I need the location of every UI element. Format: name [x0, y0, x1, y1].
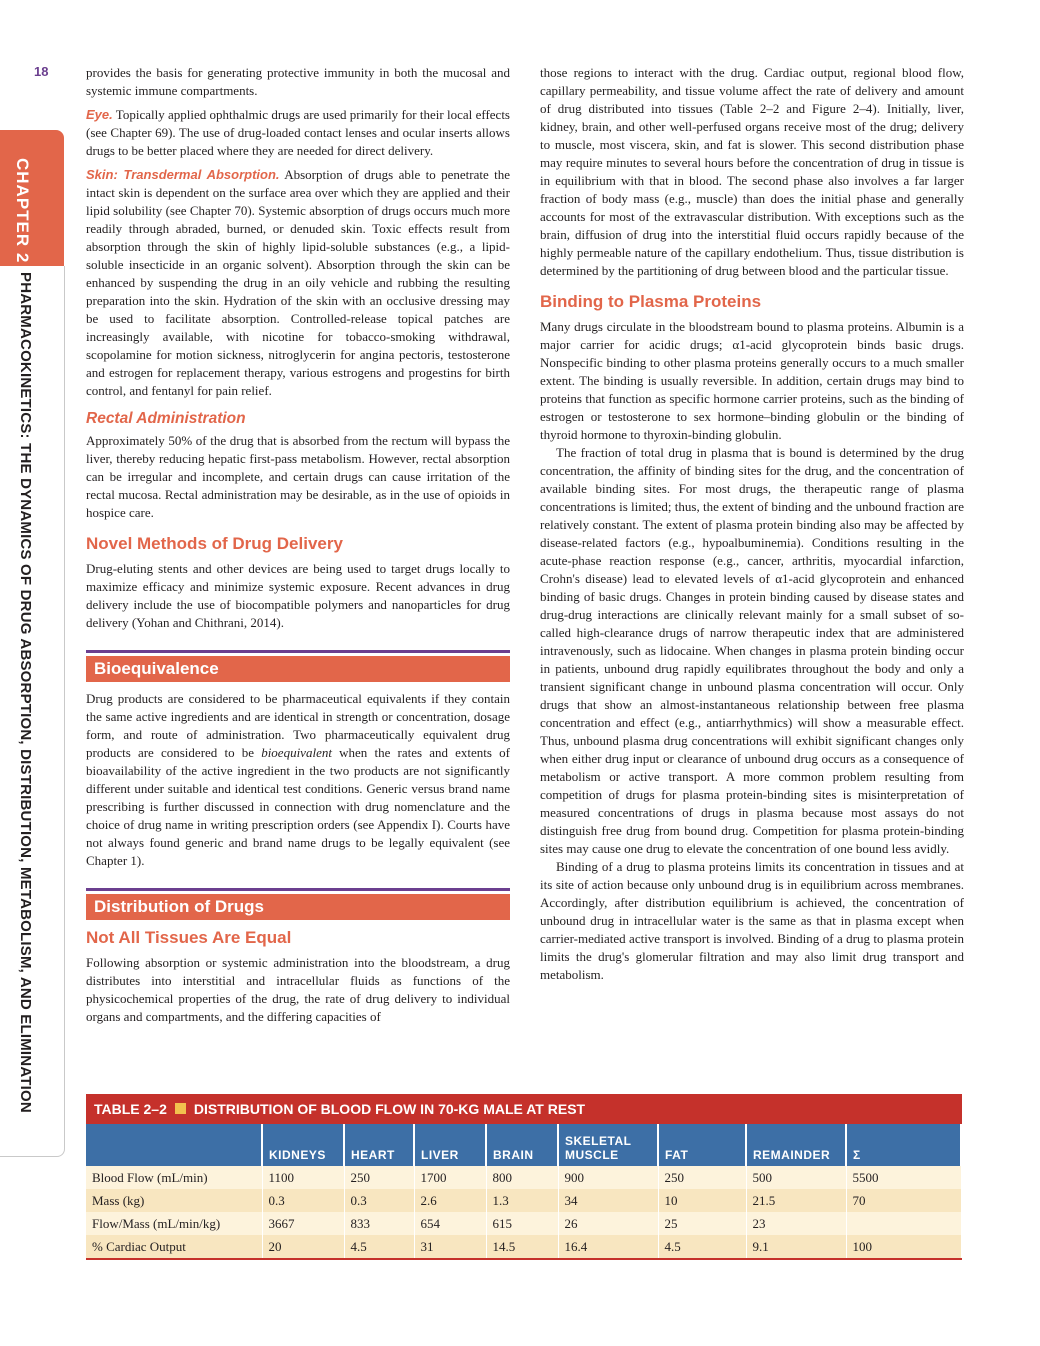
table-cell: 20	[262, 1235, 344, 1259]
paragraph-binding-2: The fraction of total drug in plasma that is bound is determined by the drug concentration, the affinity of binding sites for the drug, and the concentration of available binding sites. For most drugs, the therapeutic range of plasma concentrations is limited; thus, the extent of binding and the unbound fraction are relatively constant. The extent of plasma protein binding also may be affected by disease-related factors (e.g., hypoalbuminemia). Conditions resulting in the acute-phase reaction response (e.g., cancer, arthritis, myocardial infarction, Crohn's disease) lead to elevated levels of α1-acid glycoprotein and enhanced binding of basic drugs. Changes in protein binding caused by disease states and drug-drug interactions are clinically relevant mainly for a small subset of so-called high-clearance drugs of narrow therapeutic index that are administered intravenously, such as lidocaine. When changes in plasma protein binding occur in patients, unbound drug rapidly equilibrates throughout the body and only a transient significant change in unbound plasma concentration will occur. Only drugs that show an almost-instantaneous relationship between free plasma concentration and effect (e.g., antiarrhythmics) will show a measurable effect. Thus, unbound plasma drug concentrations will exhibit significant changes only when either drug input or clearance of unbound drug occurs as a consequence of metabolism or active transport. A more common problem resulting from competition of drugs for plasma protein-binding sites is misinterpretation of measured concentrations of drugs in plasma because most assays do not distinguish free drug from bound drug. Competition for plasma protein-binding sites may cause one drug to elevate the concentration of one bound less avidly.	[540, 445, 964, 856]
table-row	[86, 1212, 961, 1235]
chapter-running-title: PHARMACOKINETICS: THE DYNAMICS OF DRUG ABSORPTION, DISTRIBUTION, METABOLISM, AND ELIMINATION	[17, 272, 34, 1113]
paragraph-binding-1: Many drugs circulate in the bloodstream bound to plasma proteins. Albumin is a major carrier for acidic drugs; α1-acid glycoprotein binds basic drugs. Nonspecific binding to other plasma proteins generally occurs to a much smaller extent. The binding is usually reversible. In addition, certain drugs may bind to proteins that function as specific hormone carrier proteins, such as the binding of estrogen or testosterone to sex hormone–binding globulin or the binding of thyroid hormone to thyroxin-binding globulin.	[540, 319, 964, 442]
section-bar-distribution	[86, 888, 510, 920]
square-bullet-icon	[175, 1103, 186, 1114]
skin-text: Absorption of drugs able to penetrate the intact skin is dependent on the surface area over which they are applied and their lipid solubility (see Chapter 70). Systemic absorption of drugs occurs much more readily through abraded, burned, or denuded skin. Toxic effects result from absorption through the skin of highly lipid-soluble substances (e.g., a lipid-soluble insecticide in an organic solvent). Absorption through the skin can be enhanced by suspending the drug in an oily vehicle and rubbing the resulting preparation into the skin. Hydration of the skin with an occlusive dressing may be used to facilitate absorption. Controlled-release topical patches are increasingly available, with nicotine for tobacco-smoking withdrawal, scopolamine for motion sickness, nitroglycerin for angina pectoris, testosterone and estrogen for replacement therapy, various estrogens and progestins for birth control, and fentanyl for pain relief.	[86, 167, 510, 398]
table-header-row	[86, 1124, 961, 1166]
table-cell: 100	[846, 1235, 961, 1259]
table-cell: 250	[658, 1166, 746, 1189]
table-row	[86, 1189, 961, 1212]
table-cell: 0.3	[344, 1189, 414, 1212]
table-cell: 900	[558, 1166, 658, 1189]
table-header-cell: SKELETAL MUSCLE	[558, 1124, 658, 1166]
chapter-label: CHAPTER 2	[13, 158, 32, 264]
bioeq-text-b: when the rates and extents of bioavailability of the active ingredient in the two products are not significantly different under suitable and identical test conditions. Generic versus brand name prescribing is further discussed in connection with drug nomenclature and the choice of drug name in writing prescription orders (see Appendix I). Courts have not always found generic and brand name drugs to be legally equivalent (see Chapter 1).	[86, 745, 510, 868]
table-row	[86, 1166, 961, 1189]
run-in-heading-eye: Eye.	[86, 107, 113, 122]
table-cell: 2.6	[414, 1189, 486, 1212]
table-row	[86, 1235, 961, 1259]
table-cell: 3667	[262, 1212, 344, 1235]
table-title-bar	[86, 1094, 962, 1124]
chapter-tab	[0, 130, 64, 266]
table-cell: 23	[746, 1212, 846, 1235]
table-cell: 16.4	[558, 1235, 658, 1259]
heading-binding: Binding to Plasma Proteins	[540, 292, 762, 311]
table-cell: 1700	[414, 1166, 486, 1189]
table-cell: 1.3	[486, 1189, 558, 1212]
table-header-cell: BRAIN	[486, 1124, 558, 1166]
table-cell: 14.5	[486, 1235, 558, 1259]
table-cell: Blood Flow (mL/min)	[86, 1166, 262, 1189]
right-column	[540, 64, 964, 984]
page-number: 18	[34, 64, 49, 79]
table-cell	[846, 1212, 961, 1235]
table-2-2	[86, 1094, 962, 1260]
paragraph-tissues: Following absorption or systemic administration into the bloodstream, a drug distributes into interstitial and intracellular fluids as functions of the physicochemical properties of the drug, the rate of drug delivery to individual organs and compartments, and the differing capacities of	[86, 955, 510, 1024]
left-column	[86, 64, 510, 1026]
table-cell: 34	[558, 1189, 658, 1212]
table-header-cell: Σ	[846, 1124, 961, 1166]
table-cell: 250	[344, 1166, 414, 1189]
table-cell: 500	[746, 1166, 846, 1189]
table-cell: 25	[658, 1212, 746, 1235]
bioeq-text-a: Drug products are considered to be pharmaceutical equivalents if they contain the same active ingredients and are identical in strength or concentration, dosage form, and route of administration. Two pharmaceutically equivalent drug products are considered to be	[86, 691, 510, 760]
table-cell: 833	[344, 1212, 414, 1235]
table-cell: 0.3	[262, 1189, 344, 1212]
table-cell: 70	[846, 1189, 961, 1212]
paragraph-eye	[86, 106, 510, 160]
paragraph-intro: provides the basis for generating protective immunity in both the mucosal and systemic immune compartments.	[86, 65, 510, 98]
heading-tissues: Not All Tissues Are Equal	[86, 928, 292, 947]
paragraph-skin	[86, 166, 510, 400]
table-cell: Flow/Mass (mL/min/kg)	[86, 1212, 262, 1235]
table-cell: 654	[414, 1212, 486, 1235]
table-cell: % Cardiac Output	[86, 1235, 262, 1259]
table-cell: 31	[414, 1235, 486, 1259]
run-in-heading-skin: Skin: Transdermal Absorption.	[86, 167, 280, 182]
heading-novel-methods: Novel Methods of Drug Delivery	[86, 534, 343, 553]
table-header-cell: HEART	[344, 1124, 414, 1166]
paragraph-binding-3: Binding of a drug to plasma proteins limits its concentration in tissues and at its site of action because only unbound drug is in equilibrium across membranes. Accordingly, after distribution equilibrium is achieved, the concentration of unbound drug in intracellular water is the same as that in plasma except when carrier-mediated active transport is involved. Binding of a drug to plasma protein limits the drug's glomerular filtration and may also limit drug transport and metabolism.	[540, 859, 964, 982]
section-title-bioequivalence: Bioequivalence	[86, 656, 510, 682]
table-cell: 800	[486, 1166, 558, 1189]
table-cell: 21.5	[746, 1189, 846, 1212]
table-cell: 4.5	[344, 1235, 414, 1259]
paragraph-novel: Drug-eluting stents and other devices are being used to target drugs locally to maximize efficacy and minimize systemic exposure. Recent advances in drug delivery include the use of biocompatible polymers and nanoparticles for drug delivery (Yohan and Chithrani, 2014).	[86, 561, 510, 630]
table-header-cell: REMAINDER	[746, 1124, 846, 1166]
table-cell: 4.5	[658, 1235, 746, 1259]
table-header-cell: LIVER	[414, 1124, 486, 1166]
table-header-cell: KIDNEYS	[262, 1124, 344, 1166]
table-cell: 5500	[846, 1166, 961, 1189]
table-cell: Mass (kg)	[86, 1189, 262, 1212]
eye-text: Topically applied ophthalmic drugs are used primarily for their local effects (see Chapter 69). The use of drug-loaded contact lenses and ocular inserts allows drugs to be better placed where they are needed for direct delivery.	[86, 107, 510, 158]
table-cell: 615	[486, 1212, 558, 1235]
table-cell: 26	[558, 1212, 658, 1235]
table-cell: 1100	[262, 1166, 344, 1189]
paragraph-rectal: Approximately 50% of the drug that is absorbed from the rectum will bypass the liver, thereby reducing hepatic first-pass metabolism. However, rectal absorption can be irregular and incomplete, and certain drugs can cause irritation of the rectal mucosa. Rectal administration may be desirable, as in the use of opioids in hospice care.	[86, 433, 510, 520]
section-title-distribution: Distribution of Drugs	[86, 894, 510, 920]
paragraph-bioequivalence	[86, 690, 510, 870]
table-title: DISTRIBUTION OF BLOOD FLOW IN 70-KG MALE AT REST	[193, 1101, 586, 1117]
table-label: TABLE 2–2	[94, 1101, 167, 1117]
blood-flow-table	[86, 1124, 962, 1260]
heading-rectal: Rectal Administration	[86, 410, 246, 427]
table-cell: 9.1	[746, 1235, 846, 1259]
table-header-cell: FAT	[658, 1124, 746, 1166]
table-cell: 10	[658, 1189, 746, 1212]
table-header-cell	[86, 1124, 262, 1166]
bioeq-emphasis: bioequivalent	[261, 745, 332, 760]
section-bar-bioequivalence	[86, 650, 510, 682]
paragraph-continued: those regions to interact with the drug. Cardiac output, regional blood flow, capillary permeability, and tissue volume affect the rate of delivery and amount of drug distributed into tissues (Table 2–2 and Figure 2–4). Initially, liver, kidney, brain, and other well-perfused organs receive most of the drug; delivery to muscle, most viscera, skin, and fat is slower. This second distribution phase may require minutes to several hours before the concentration of drug in tissue is in equilibrium with that in blood. The second phase also involves a far larger fraction of body mass (e.g., muscle) than does the initial phase and generally accounts for most of the extravascular distribution. With exceptions such as the brain, diffusion of drug into the interstitial fluid occurs rapidly because of the highly permeable nature of the capillary endothelium. Thus, tissue distribution is determined by the partitioning of drug between blood and the particular tissue.	[540, 65, 964, 278]
